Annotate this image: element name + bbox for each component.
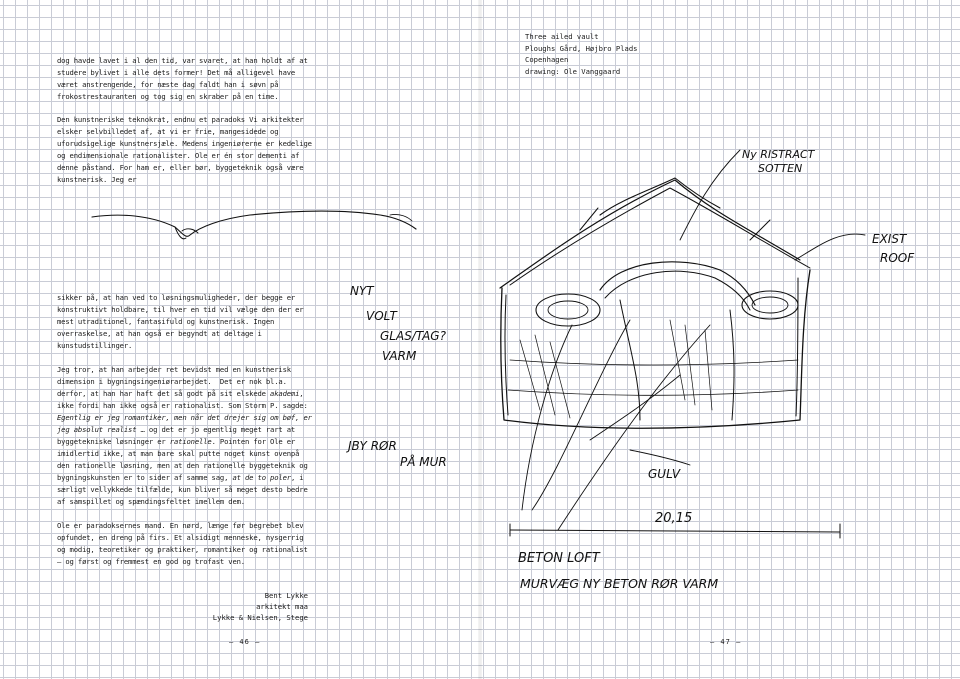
italic-run: rationelle bbox=[169, 437, 212, 446]
caption-location: Ploughs Gård, Højbro Plads bbox=[525, 43, 638, 53]
note-rafters-line2: SOTTEN bbox=[758, 162, 803, 175]
note-existing: EXIST bbox=[872, 232, 907, 246]
paragraph-4 bbox=[57, 364, 315, 508]
note-concrete-ceiling: BETON LOFT bbox=[518, 551, 600, 566]
paragraph-1: dog havde lavet i al den tid, var svaret, at han holdt af at studere bylivet i alle dets former! Det må alligevel have været anstrengende, for næste dag faldt han i søvn på frokostrestauranten og tog sig en skraber på en time. bbox=[57, 56, 312, 101]
vault-sketch bbox=[348, 120, 960, 600]
text-run: . Pointen for Ole er imidlertid ikke, at man bare skal putte noget kunst ovenpå den rationelle løsning, men at den rationelle byggeteknik og bygningskunsten er to sider af samme sag, bbox=[57, 437, 312, 482]
text-run: , ikke fordi han ikke også er rationalist. Som Storm P. sagde: bbox=[57, 389, 312, 410]
author-title: arkitekt maa bbox=[256, 602, 308, 611]
note-dimension: 20,15 bbox=[655, 511, 693, 526]
text-run: … og det er jo egentlig meget rart at byggetekniske løsninger er bbox=[57, 425, 300, 446]
caption-credit: drawing: Ole Vanggaard bbox=[525, 66, 621, 76]
note-on-wall: PÅ MUR bbox=[400, 455, 447, 469]
page-number-left: – 46 – bbox=[229, 638, 261, 646]
italic-quote: Egentlig er jeg romantiker, men når det drejer sig om bøf, er jeg absolut realist bbox=[57, 413, 316, 434]
note-vault: VOLT bbox=[366, 309, 397, 323]
note-new-rafters: Ny RISTRACT bbox=[742, 148, 815, 161]
page-number-right: – 47 – bbox=[710, 638, 742, 646]
author-name: Bent Lykke bbox=[264, 591, 308, 600]
caption-city: Copenhagen bbox=[525, 55, 569, 64]
figure-caption bbox=[525, 31, 638, 77]
note-glass-roof: GLAS/TAG? bbox=[380, 329, 446, 343]
right-page bbox=[348, 0, 960, 679]
author-firm: Lykke & Nielsen, Stege bbox=[212, 613, 308, 622]
paragraph-3: sikker på, at han ved to løsningsmuligheder, der begge er konstruktivt holdbare, til hver en tid vil vælge den der er mest utraditionel, fantasifuld og kunstnerisk. Ingen overraskelse, at han også er begyndt at deltage i kunstudstillinger. bbox=[57, 293, 308, 350]
seagull-drawing bbox=[90, 205, 420, 245]
note-roof: ROOF bbox=[880, 251, 915, 265]
note-wall-pipes: MURVÆG NY BETON RØR VARM bbox=[520, 576, 719, 591]
note-warm: VARM bbox=[382, 349, 417, 363]
paragraph-2: Den kunstneriske teknokrat, endnu et paradoks Vi arkitekter elsker selvbilledet af, at vi er frie, mangesidede og uforudsigelige kunstnersjæle. Medens ingeniørerne er kedelige og endimensionale rationalister. Ole er én stor dementi af denne påstand. For ham er, eller bør, byggeteknik også være kunstnerisk. Jeg er bbox=[57, 115, 316, 184]
paragraph-5: Ole er paradoksernes mand. En nørd, længe før begrebet blev opfundet, en dreng på firs. Et alsidigt menneske, nysgerrig og modig, teoretiker og praktiker, romantiker og rationalist – og først og fremmest en god og trofast ven. bbox=[57, 521, 312, 566]
author-signature bbox=[140, 590, 308, 623]
caption-title: Three ailed vault bbox=[525, 32, 599, 41]
italic-run: at de to poler bbox=[232, 473, 291, 482]
note-new: NYT bbox=[350, 284, 374, 298]
text-run: Jeg tror, at han arbejder ret bevidst med en kunstnerisk dimension i bygningsingeniørarbejdet. Det er nok bl.a. derfor, at han har haft det så godt på sit elskede bbox=[57, 365, 296, 398]
text-run: , i særligt vellykkede tilfælde, kun bliver så meget desto bedre af samspillet og spændingsfeltet imellem dem. bbox=[57, 473, 312, 506]
italic-run: akademi bbox=[270, 389, 300, 398]
note-floor: GULV bbox=[648, 467, 681, 481]
note-pipe: JBY RØR bbox=[348, 439, 397, 453]
